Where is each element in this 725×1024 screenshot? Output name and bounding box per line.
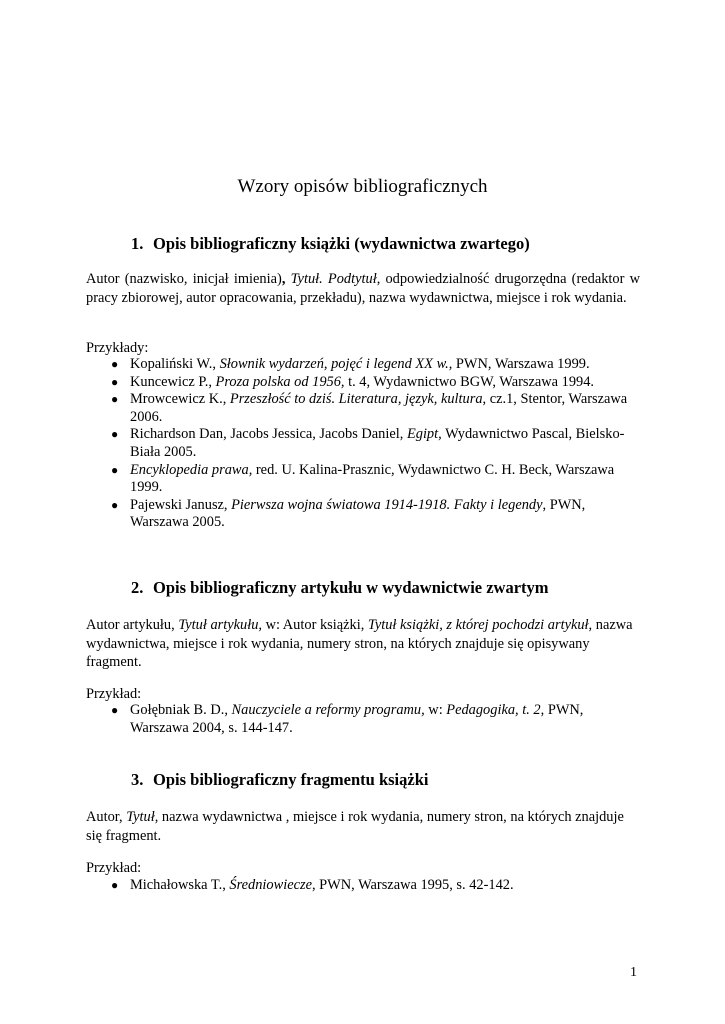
- list-item: ● Kuncewicz P., Proza polska od 1956, t. 4, Wydawnictwo BGW, Warszawa 1994.: [111, 373, 595, 390]
- section-1-title: Opis bibliograficzny książki (wydawnictwa zwartego): [153, 234, 530, 253]
- section-1-pattern: [86, 270, 640, 307]
- section-3-example-list: [0, 877, 640, 895]
- section-2-number: 2.: [131, 578, 144, 597]
- pattern-text: , nazwa wydawnictwa , miejsce i rok wydania, numery stron, na których znajduje się fragment.: [86, 809, 624, 844]
- list-item: ● Gołębniak B. D., Nauczyciele a reformy programu, w: Pedagogika, t. 2, PWN, Warszawa 2004, s. 144-147.: [111, 702, 584, 736]
- pattern-italic: Tytuł: [126, 809, 155, 825]
- bullet-icon: ●: [111, 427, 119, 442]
- pattern-text: nazwa wydawnictwa, miejsce i rok wydania, numery stron, na których znajduje się opisywany fragment.: [86, 617, 633, 670]
- bullet-icon: ●: [111, 878, 119, 892]
- pattern-italic: Tytuł. Podtytuł: [290, 271, 377, 287]
- bullet-icon: ●: [111, 462, 119, 477]
- page-title: Wzory opisów bibliograficznych: [237, 176, 488, 197]
- bullet-icon: ●: [111, 392, 119, 407]
- section-1-number: 1.: [131, 234, 144, 253]
- section-3-pattern: [86, 808, 640, 845]
- section-3-title: Opis bibliograficzny fragmentu książki: [153, 770, 429, 789]
- section-2-title: Opis bibliograficzny artykułu w wydawnictwie zwartym: [153, 578, 549, 597]
- bullet-icon: ●: [111, 497, 119, 512]
- section-3-number: 3.: [131, 770, 144, 789]
- list-item: ● Richardson Dan, Jacobs Jessica, Jacobs Daniel, Egipt, Wydawnictwo Pascal, Bielsko-Biała 2005.: [111, 426, 625, 460]
- section-3-heading: [131, 770, 428, 790]
- bullet-icon: ●: [111, 703, 119, 717]
- pattern-text: Autor (nazwisko, inicjał imienia): [86, 271, 282, 287]
- pattern-text: Autor artykułu,: [86, 617, 179, 633]
- section-1-examples-list: [0, 356, 640, 532]
- pattern-text: ,: [281, 271, 286, 287]
- bullet-icon: ●: [111, 357, 119, 371]
- pattern-text: Autor,: [86, 809, 127, 825]
- pattern-italic: Tytuł artykułu,: [178, 617, 262, 633]
- list-item: ● Michałowska T., Średniowiecze, PWN, Warszawa 1995, s. 42-142.: [111, 877, 514, 893]
- section-2-pattern: [86, 616, 640, 672]
- list-item: ● Pajewski Janusz, Pierwsza wojna światowa 1914-1918. Fakty i legendy, PWN, Warszawa 2005.: [111, 496, 586, 531]
- section-1-examples-label: Przykłady:: [86, 340, 149, 356]
- section-2-example-label: Przykład:: [86, 686, 142, 702]
- pattern-text: , odpowiedzialność drugorzędna (redaktor w pracy zbiorowej, autor opracowania, przekładu), nazwa wydawnictwa, miejsce i rok wydania.: [86, 271, 640, 306]
- list-item: ● Encyklopedia prawa, red. U. Kalina-Prasznic, Wydawnictwo C. H. Beck, Warszawa 1999.: [111, 461, 615, 496]
- list-item: ● Kopaliński W., Słownik wydarzeń, pojęć i legend XX w., PWN, Warszawa 1999.: [111, 356, 590, 372]
- bullet-icon: ●: [111, 374, 119, 389]
- section-1-heading: [131, 234, 530, 254]
- pattern-text: w: Autor książki,: [262, 617, 368, 633]
- page-number: 1: [630, 965, 637, 980]
- section-3-example-label: Przykład:: [86, 860, 142, 876]
- section-2-heading: [131, 578, 549, 598]
- list-item: ● Mrowcewicz K., Przeszłość to dziś. Literatura, język, kultura, cz.1, Stentor, Warszawa 2006.: [111, 391, 628, 425]
- section-2-example-list: [0, 702, 640, 737]
- pattern-italic: Tytuł książki, z której pochodzi artykuł,: [367, 617, 593, 633]
